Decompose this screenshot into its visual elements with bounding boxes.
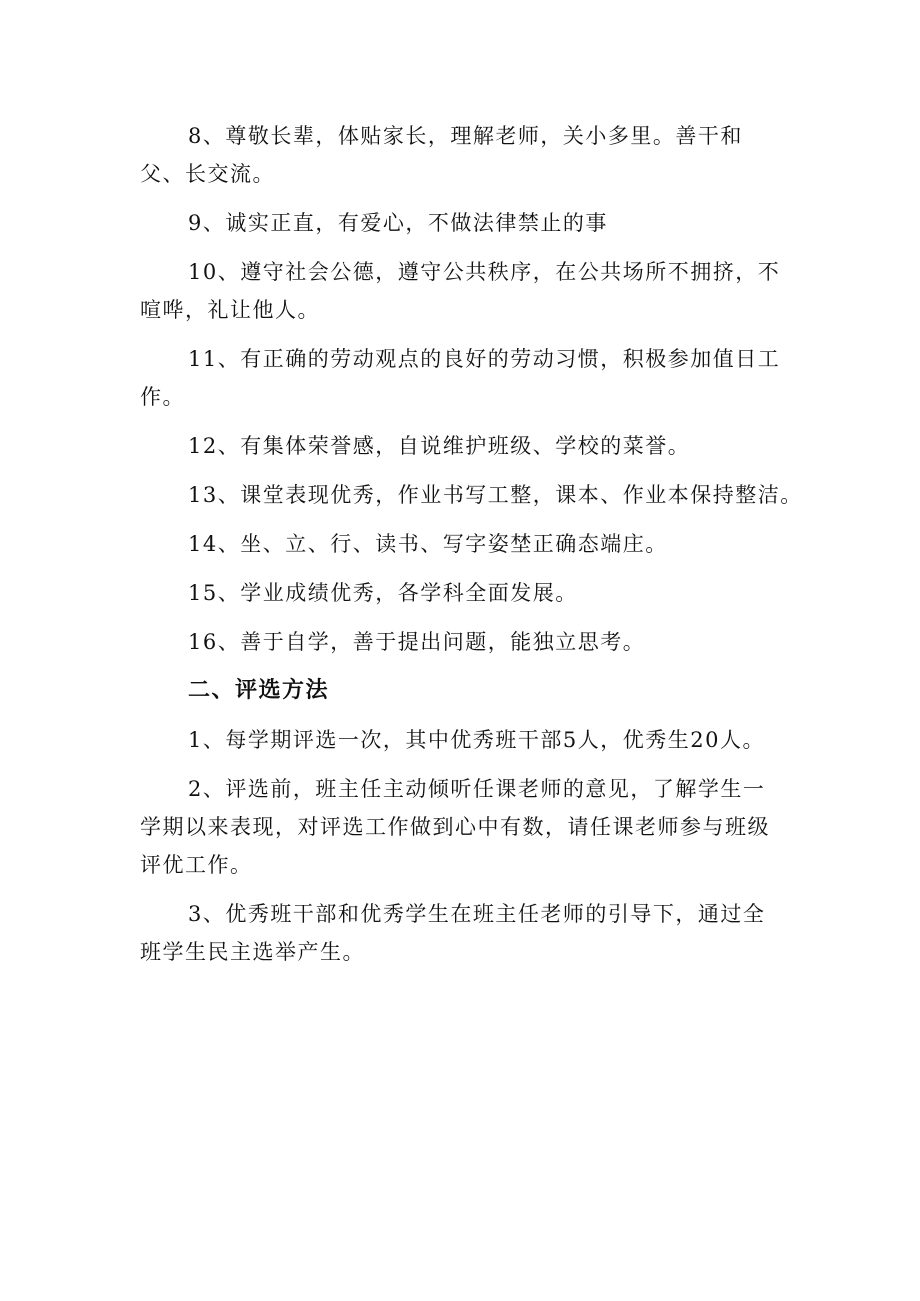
document-page [140, 117, 803, 982]
method-item-2: 2、评选前，班主任主动倾听任课老师的意见，了解学生一学期以来表现，对评选工作做到心中有数，请任课老师参与班级评优工作。 [140, 777, 770, 877]
criteria-item-13: 13、课堂表现优秀，作业书写工整，课本、作业本保持整洁。 [188, 483, 803, 507]
criteria-item-15: 15、学业成绩优秀，各学科全面发展。 [188, 581, 578, 605]
criteria-item-12: 12、有集体荣誉感，自说维护班级、学校的菜誉。 [188, 434, 691, 458]
section-heading: 二、评选方法 [188, 678, 330, 703]
criteria-item-10: 10、遵守社会公德，遵守公共秩序，在公共场所不拥挤，不喧哗，礼让他人。 [140, 260, 781, 322]
method-item-1: 1、每学期评选一次，其中优秀班干部5人，优秀生20人。 [188, 728, 765, 752]
criteria-item-9: 9、诚实正直，有爱心，不做法律禁止的事 [188, 211, 608, 235]
method-item-3: 3、优秀班干部和优秀学生在班主任老师的引导下，通过全班学生民主选举产生。 [140, 902, 766, 964]
criteria-item-11: 11、有正确的劳动观点的良好的劳动习惯，积极参加值日工作。 [140, 347, 781, 409]
criteria-item-8: 8、尊敬长辈，体贴家长，理解老师，关小多里。善干和父、长交流。 [140, 124, 743, 186]
criteria-item-14: 14、坐、立、行、读书、写字姿埜正确态端庄。 [188, 532, 668, 556]
criteria-item-16: 16、善于自学，善于提出问题，能独立思考。 [188, 630, 646, 654]
